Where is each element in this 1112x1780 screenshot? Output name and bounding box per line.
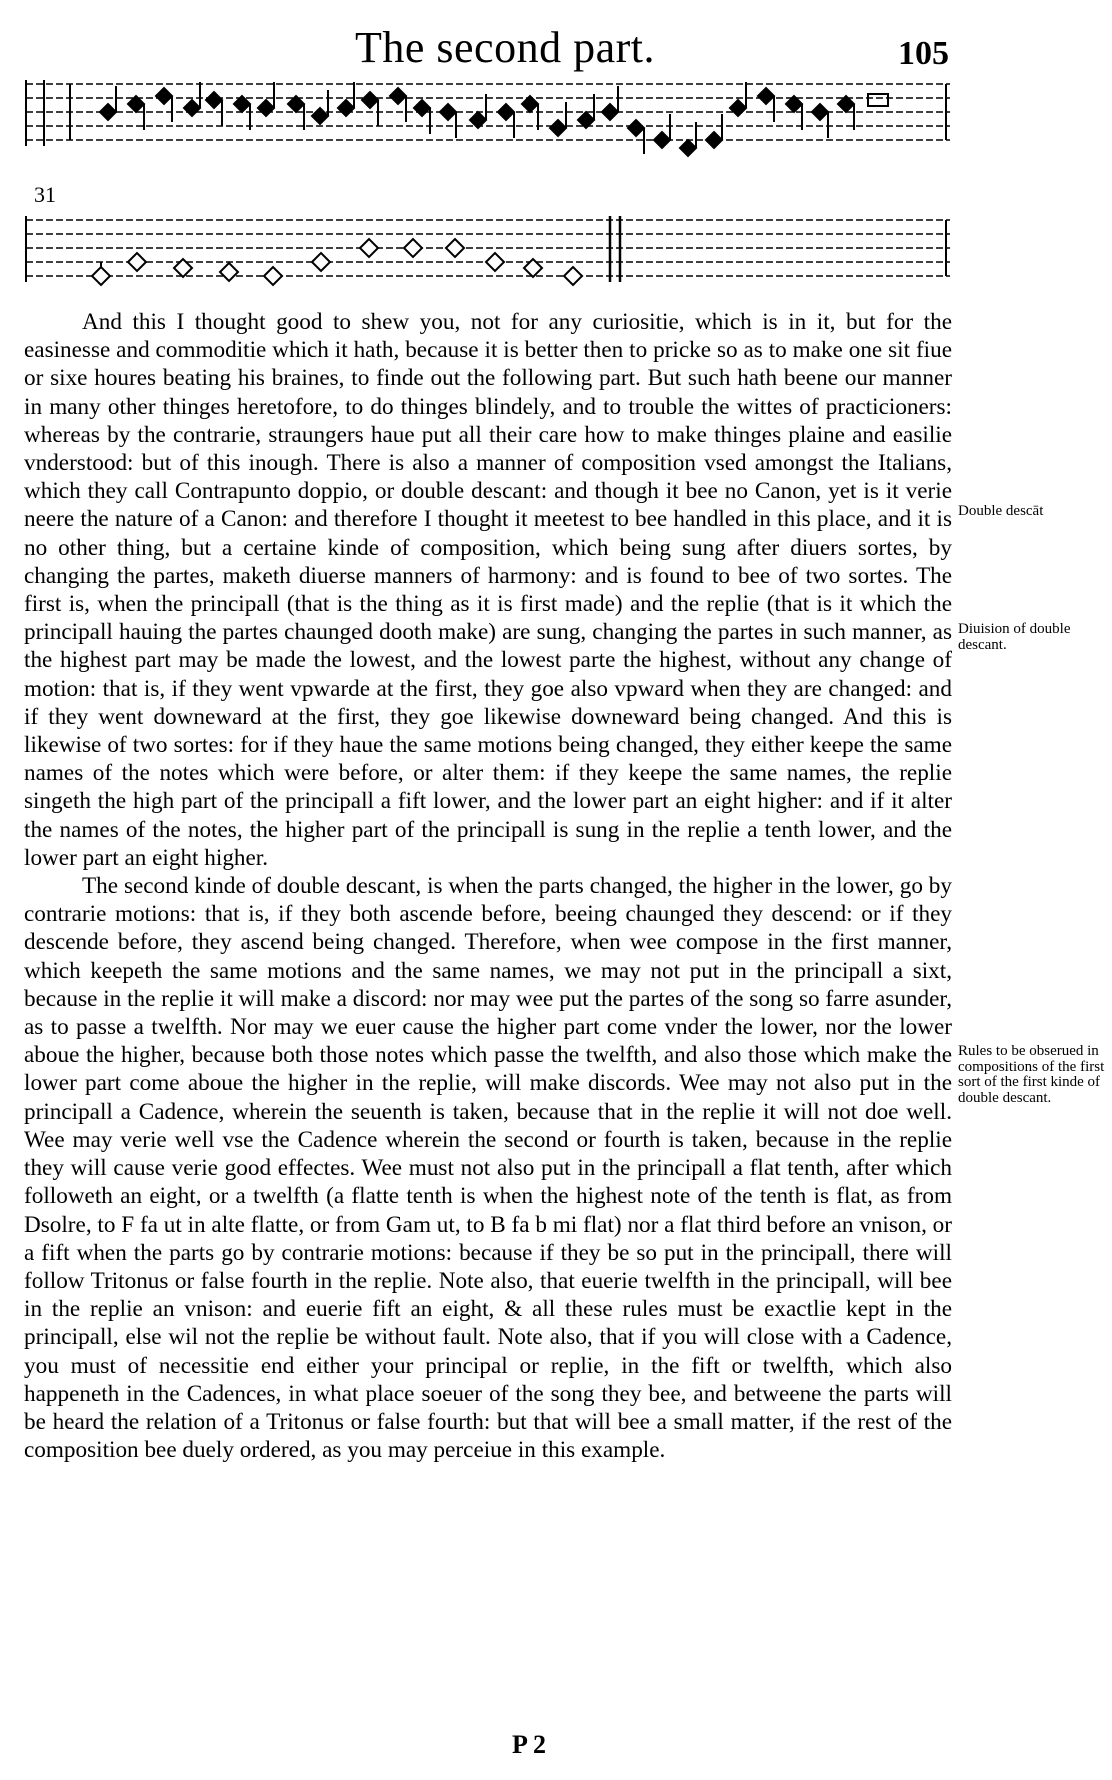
music-example: [0, 0, 1112, 300]
staff-lower: [26, 216, 950, 282]
margin-note: Double descāt: [958, 503, 1044, 519]
margin-note: Rules to be obserued in compositions of the first sort of the first kinde of double descant.: [958, 1043, 1105, 1106]
paragraph: The second kinde of double descant, is when the parts changed, the higher in the lower, go by contrarie motions: that is, if they both ascende before, beeing chaunged they descend: or if they descende before, they ascend being changed. Therefore, when wee compose in the first manner, which keepeth the same motions and the same names, we may not put in the principall a sixt, because in the replie it will make a discord: nor may wee put the partes of the song so farre asunder, as to passe a twelfth. Nor may we euer cause the higher part come vnder the lower, nor the lower aboue the higher, because both those notes which passe the twelfth, and also those which make the lower part come aboue the higher in the replie, will make discords. Wee may not also put in the principall a Cadence, wherein the seuenth is taken, because that in the replie it will not doe well. Wee may verie well vse the Cadence wherein the second or fourth is taken, because in the replie they will cause verie good effectes. Wee must not also put in the principall a flat tenth, after which followeth an eight, or a twelfth (a flatte tenth is when the highest note of the tenth is flat, as from Dsolre, to F fa ut in alte flatte, or from Gam ut, to B fa b mi flat) nor a flat third before an vnison, or a fift when the parts go by contrarie motions: because if they be so put in the principall, there will follow Tritonus or false fourth in the replie. Note also, that euerie twelfth in the principall, will bee in the replie an vnison: and euerie fift an eight, & all these rules must be exactlie kept in the principall, else wil not the replie be without fault. Note also, that if you will close with a Cadence, you must of necessitie end either your principal or replie, in the fift or twelfth, which also happeneth in the Cadences, in what place soeuer of the song they bee, and betweene the parts will be heard the relation of a Tritonus or false fourth: but that will bee a small matter, if the rest of the composition bee duely ordered, as you may perceiue in this example.: [24, 873, 952, 1464]
page-number: 105: [898, 35, 949, 72]
measure-number: 31: [34, 182, 56, 207]
paragraph: And this I thought good to shew you, not for any curiositie, which is in it, but for the easinesse and commoditie which it hath, because it is better then to pricke so as to make one sit fiue or sixe houres beating his braines, to finde out the following part. But such hath beene our manner in many other thinges heretofore, to do thinges blindely, and to trouble the wittes of practicioners: whereas by the contrarie, straungers haue put all their care how to make thinges plaine and easilie vnderstood: but of this inough. There is also a manner of composition vsed amongst the Italians, which they call Contrapunto doppio, or double descant: and though it bee no Canon, yet is it verie neere the nature of a Canon: and therefore I thought it meetest to bee handled in this place, and it is no other thing, but a certaine kinde of composition, which being sung after diuers sortes, by changing the partes, maketh diuerse manners of harmony: and is found to bee of two sortes. The first is, when the principall (that is the thing as it is first made) and the replie (that is it which the principall hauing the partes chaunged dooth make) are sung, changing the partes in such manner, as the highest part may be made the lowest, and the lowest parte the highest, without any change of motion: that is, if they went vpwarde at the first, they goe also vpward when they are changed: and if they went downeward at the first, they goe likewise downeward being changed. And this is likewise of two sortes: for if they haue the same motions being changed, they either keepe the same names of the notes which were before, or alter them: if they keepe the same names, the replie singeth the high part of the principall a fift lower, and the lower part an eight higher: and if it alter the names of the notes, the higher part of the principall is sung in the replie a tenth lower, and the lower part an eight higher.: [24, 309, 952, 871]
running-title: The second part.: [355, 23, 655, 72]
signature-mark: P 2: [512, 1730, 546, 1759]
body-text: [24, 308, 952, 1464]
notes-upper: [100, 82, 888, 156]
margin-note: Diuision of double descant.: [958, 621, 1071, 653]
